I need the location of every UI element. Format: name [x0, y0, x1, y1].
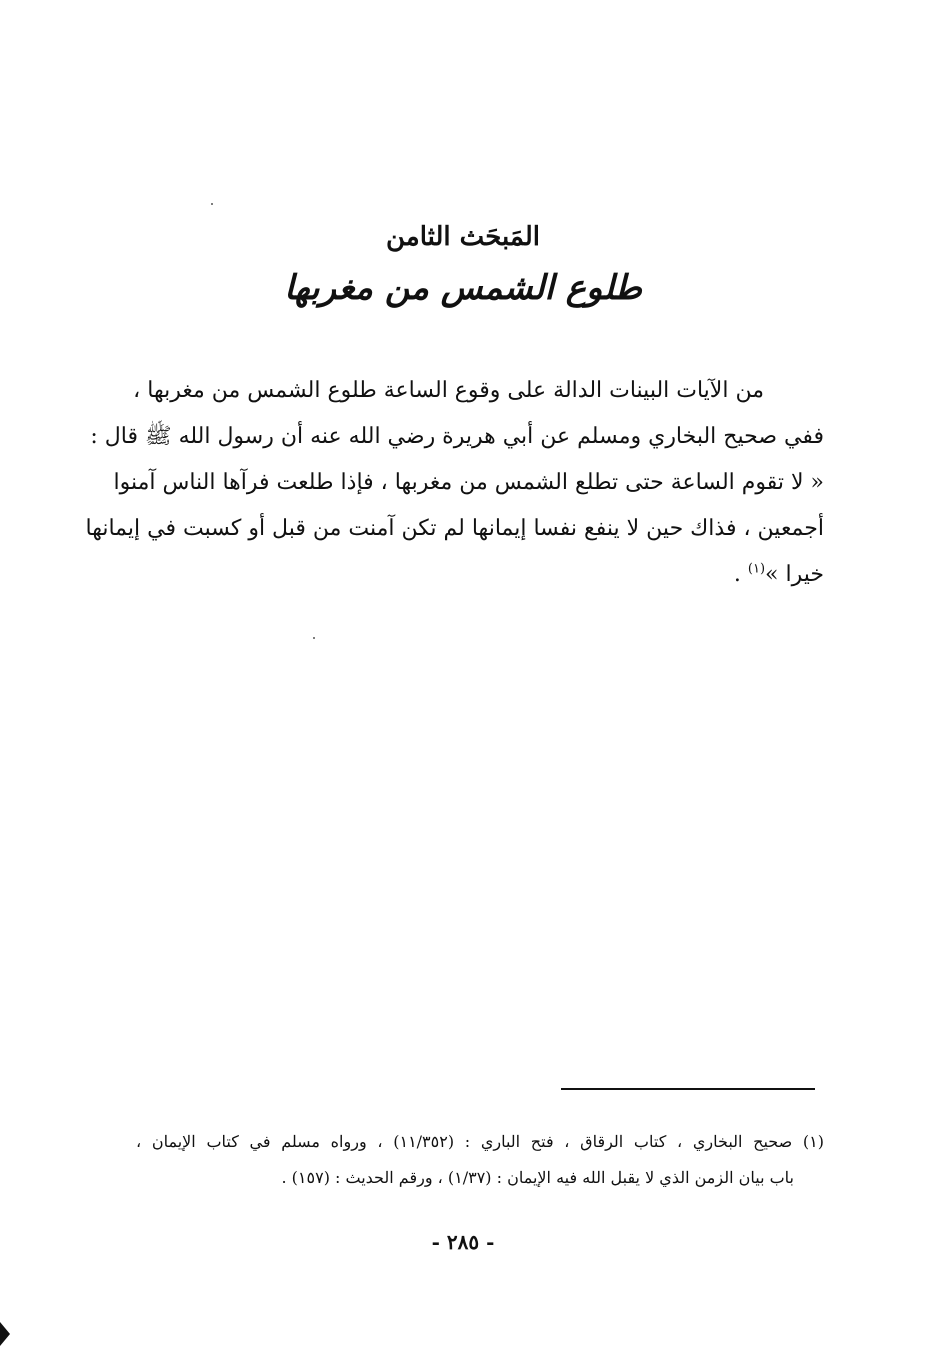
- scan-speck: [313, 637, 315, 639]
- body-line-2: ففي صحيح البخاري ومسلم عن أبي هريرة رضي الله عنه أن رسول الله ﷺ قال :: [90, 424, 824, 449]
- footnotes: [136, 1124, 824, 1196]
- chapter-title: المَبحَث الثامن: [385, 222, 541, 252]
- chapter-subtitle: طلوع الشمس من مغربها: [284, 268, 642, 308]
- page-number: - ٢٨٥ -: [431, 1230, 495, 1254]
- scan-corner-mark: [0, 1322, 10, 1346]
- closing-punctuation: .: [733, 562, 748, 587]
- body-line-4: أجمعين ، فذاك حين لا ينفع نفسا إيمانها لم تكن آمنت من قبل أو كسبت في إيمانها: [85, 516, 824, 541]
- footnote-marker: (١): [747, 561, 766, 577]
- body-line-3: « لا تقوم الساعة حتى تطلع الشمس من مغربها ، فإذا طلعت فرآها الناس آمنوا: [113, 470, 824, 495]
- body-paragraph: [85, 368, 824, 598]
- footnote-line-1: (١) صحيح البخاري ، كتاب الرقاق ، فتح الباري : (١١/٣٥٢) ، ورواه مسلم في كتاب الإيمان ،: [136, 1132, 825, 1151]
- footnote-separator: [561, 1088, 815, 1090]
- footnote-line-2: باب بيان الزمن الذي لا يقبل الله فيه الإيمان : (١/٣٧) ، ورقم الحديث : (١٥٧) .: [281, 1168, 794, 1187]
- body-line-5-text: خيرا »: [765, 562, 824, 587]
- scan-speck: [211, 203, 213, 205]
- body-line-5: [136, 552, 824, 598]
- body-line-1: من الآيات البينات الدالة على وقوع الساعة طلوع الشمس من مغربها ،: [133, 378, 764, 403]
